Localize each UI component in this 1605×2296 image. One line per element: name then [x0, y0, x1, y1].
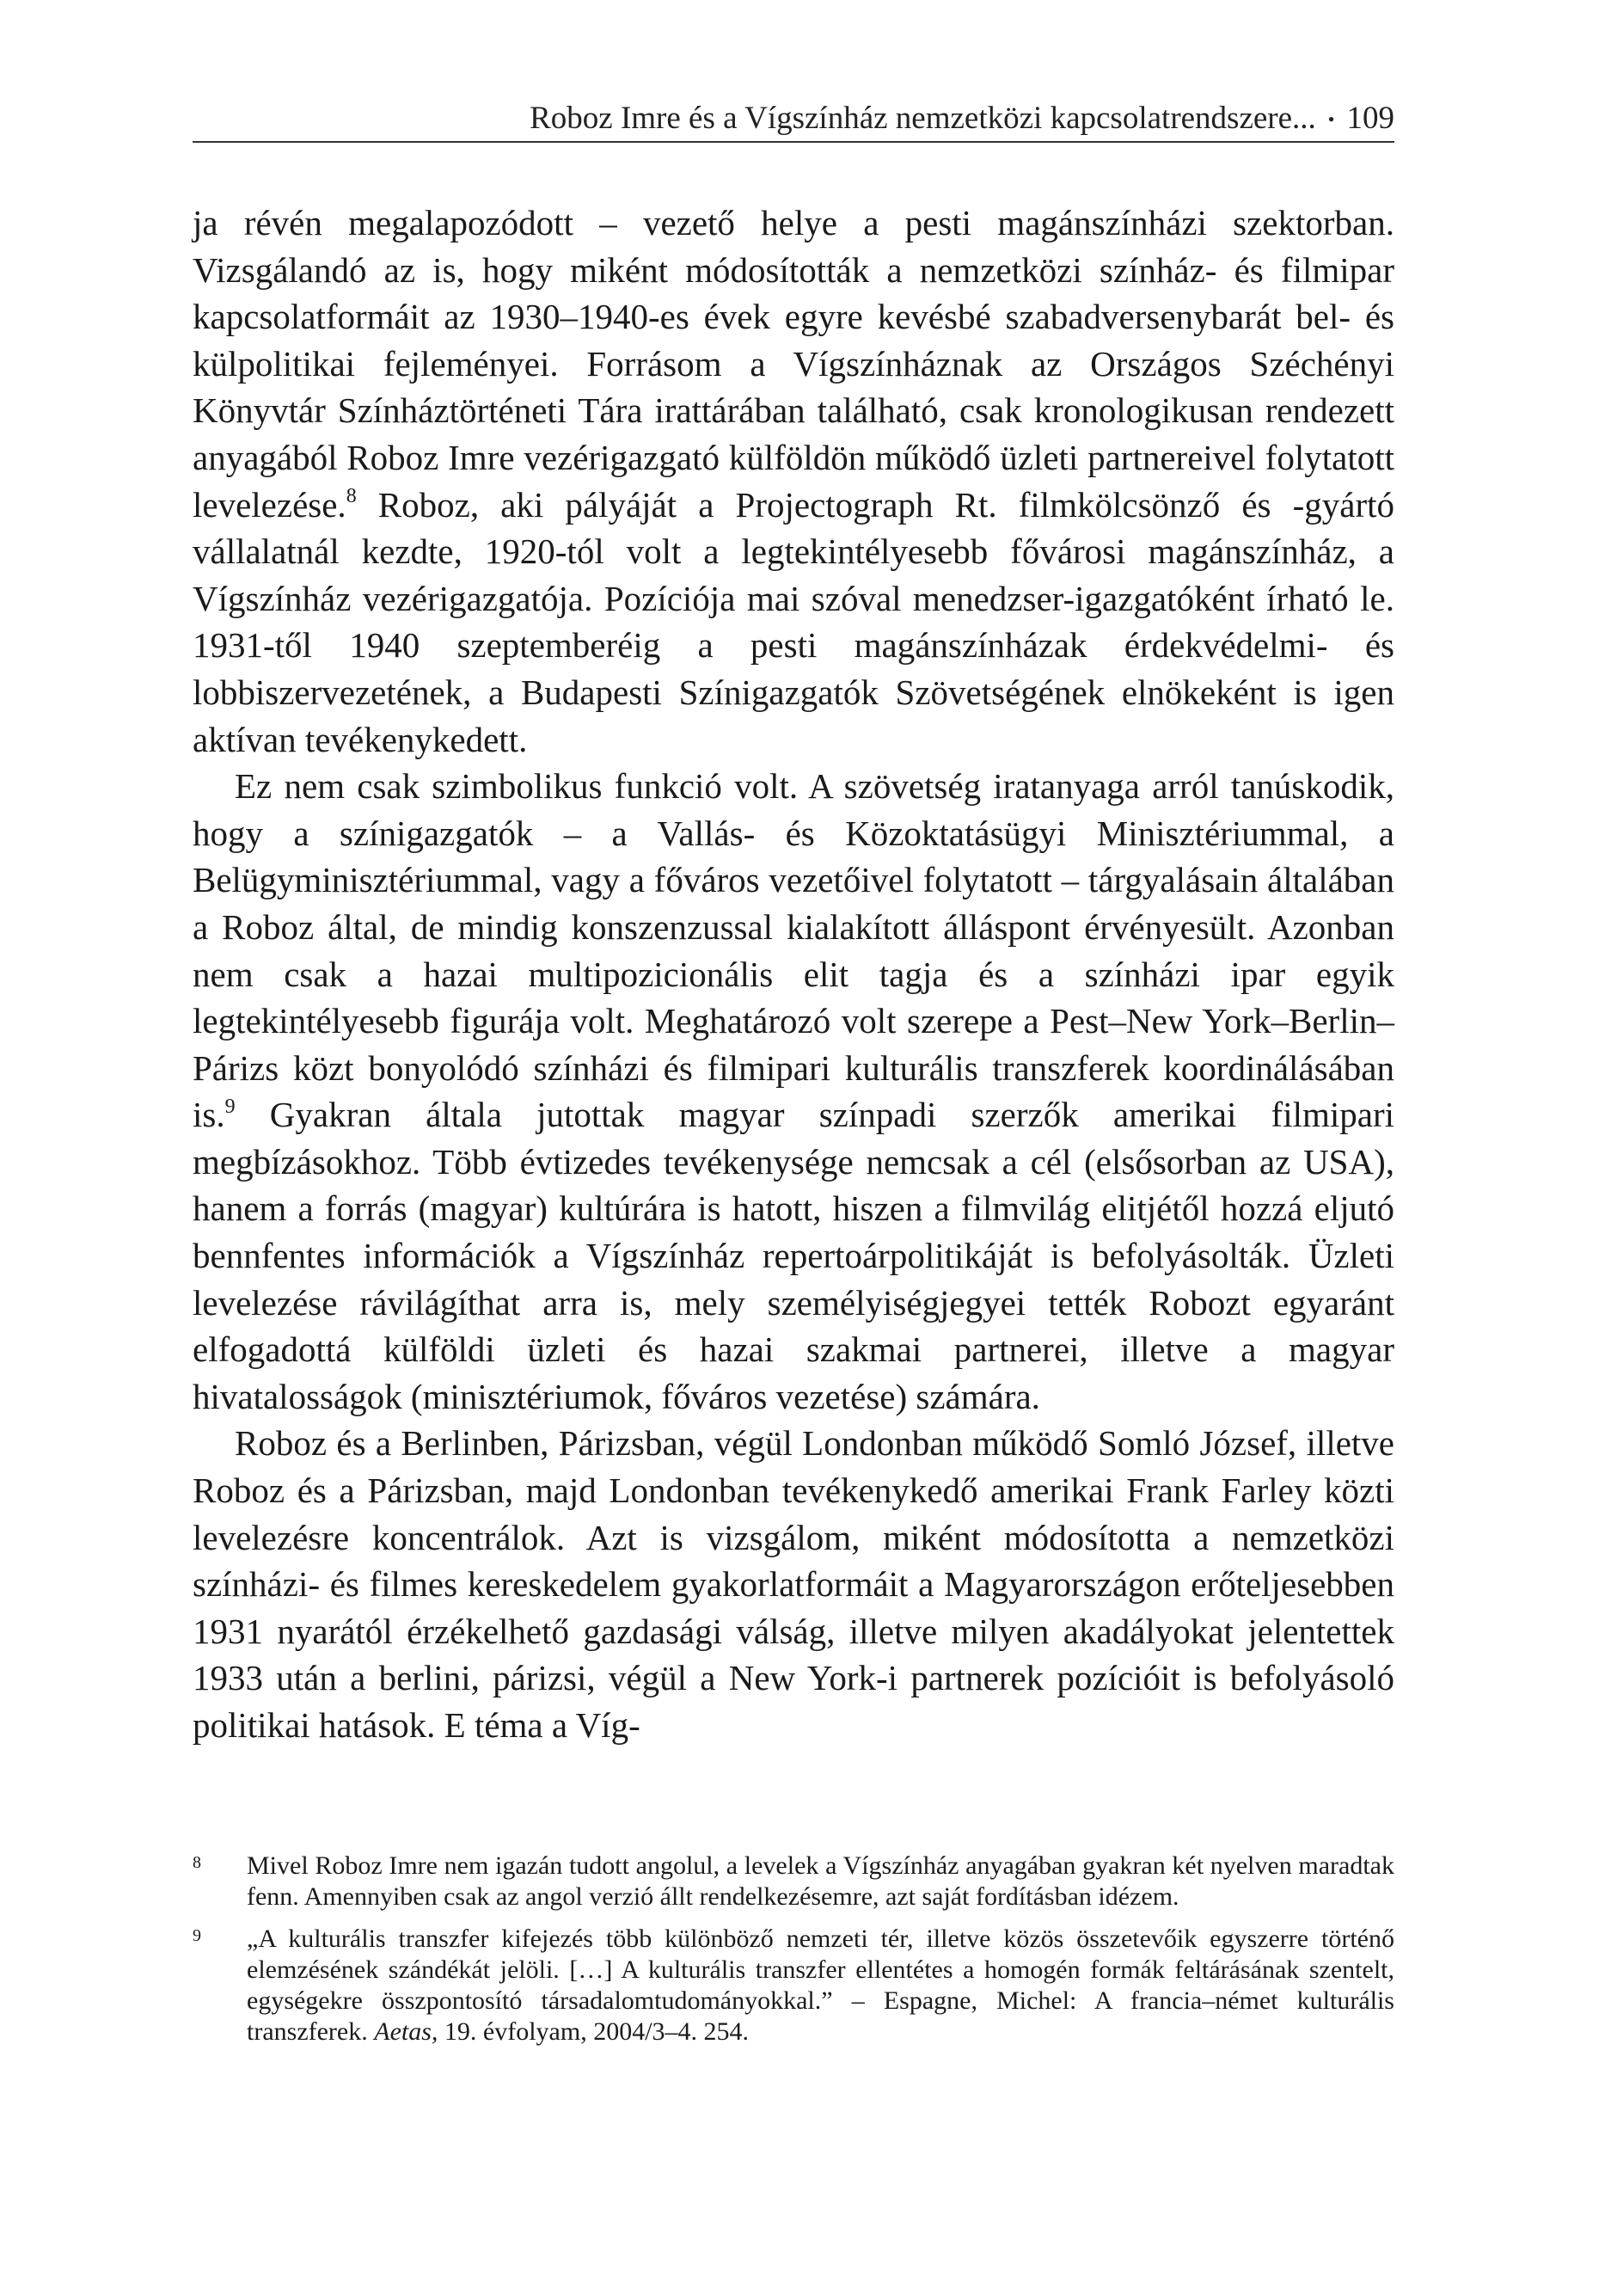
footnote-number: 9 — [193, 1926, 201, 1945]
footnote-text: Mivel Roboz Imre nem igazán tudott angolul, a levelek a Vígszínház anyagában gyakran két nyelven maradtak fenn. Amennyiben csak az angol verzió állt rendelkezésemre, azt saját fordításban idézem. — [247, 1851, 1394, 1911]
footnote-ref-9[interactable]: 9 — [224, 1095, 236, 1118]
paragraph-2-text-a: Ez nem csak szimbolikus funkció volt. A szövetség iratanyaga arról tanúskodik, hogy a színigazgatók – a Vallás- és Közoktatásügyi Minisztériummal, a Belügyminisztériummal, vagy a főváros vezetőivel folytatott – tárgyalásain általában a Roboz által, de mindig konszenzussal kialakított álláspont érvényesült. Azonban nem csak a hazai multipozicionális elit tagja és a színházi ipar egyik legtekintélyesebb figurája volt. Meghatározó volt szerepe a Pest–New York–Berlin–Párizs közt bonyolódó színházi és filmipari kulturális transzferek koordinálásában is. — [193, 766, 1394, 1135]
paragraph-3: Roboz és a Berlinben, Párizsban, végül Londonban működő Somló József, illetve Roboz és a Párizsban, majd Londonban tevékenykedő amerikai Frank Farley közti levelezésre koncentrálok. Azt is vizsgálom, miként módosította a nemzetközi színházi- és filmes kereskedelem gyakorlatformáit a Magyarországon erőteljesebben 1931 nyarától érzékelhető gazdasági válság, illetve milyen akadályokat jelentettek 1933 után a berlini, párizsi, végül a New York-i partnerek pozícióit is befolyásoló politikai hatások. E téma a Víg- — [193, 1423, 1394, 1745]
page-number: 109 — [1346, 101, 1394, 136]
paragraph-1-text-b: Roboz, aki pályáját a Projectograph Rt. filmkölcsönző és -gyártó vállalatnál kezdte, 1920-tól volt a legtekintélyesebb fővárosi magánszínház, a Vígszínház vezérigazgatója. Pozíciója mai szóval menedzser-igazgatóként írható le. 1931-től 1940 szeptemberéig a pesti magánszínházak érdekvédelmi- és lobbiszervezetének, a Budapesti Színigazgatók Szövetségének elnökeként is igen aktívan tevékenykedett. — [193, 484, 1394, 759]
paragraph-1 — [193, 200, 1394, 763]
running-title: Roboz Imre és a Vígszínház nemzetközi kapcsolatrendszere... — [530, 101, 1316, 136]
footnote-9 — [193, 1924, 1394, 2047]
footnote-ref-8[interactable]: 8 — [346, 484, 357, 507]
footnote-number: 8 — [193, 1853, 201, 1872]
footnote-text-a: „A kulturális transzfer kifejezés több különböző nemzeti tér, illetve közös összetevőik egyszerre történő elemzésének szándékát jelöli. […] A kulturális transzfer ellentétes a homogén formák feltárásának szentelt, egységekre összpontosító társadalomtudományokkal.” – Espagne, Michel: A francia–német kulturális transzferek. — [247, 1925, 1394, 2046]
main-text — [193, 200, 1394, 1749]
paragraph-2-text-b: Gyakran általa jutottak magyar színpadi szerzők amerikai filmipari megbízásokhoz. Több évtizedes tevékenysége nemcsak a cél (elsősorban az USA), hanem a forrás (magyar) kultúrára is hatott, hiszen a filmvilág elitjétől hozzá eljutó bennfentes információk a Vígszínház repertoárpolitikáját is befolyásolták. Üzleti levelezése rávilágíthat arra is, mely személyiségjegyei tették Robozt egyaránt elfogadottá külföldi üzleti és hazai szakmai partnerei, illetve a magyar hivatalosságok (minisztériumok, főváros vezetése) számára. — [193, 1095, 1394, 1416]
header-separator: • — [1327, 108, 1335, 130]
footnote-text-b: 19. évfolyam, 2004/3–4. 254. — [438, 2017, 750, 2046]
footnote-8 — [193, 1851, 1394, 1912]
footnotes — [193, 1851, 1394, 2059]
footnote-journal: Aetas, — [374, 2017, 438, 2046]
running-header — [193, 89, 1394, 143]
paragraph-1-text-a: ja révén megalapozódott – vezető helye a pesti magánszínházi szektorban. Vizsgálandó az is, hogy miként módosították a nemzetközi színház- és filmipar kapcsolatformáit az 1930–1940-es évek egyre kevésbé szabadversenybarát bel- és külpolitikai fejleményei. Forrásom a Vígszínháznak az Országos Széchényi Könyvtár Színháztörténeti Tára irattárában található, csak kronologikusan rendezett anyagából Roboz Imre vezérigazgató külföldön működő üzleti partnereivel folytatott levelezése. — [193, 203, 1394, 525]
paragraph-2 — [193, 763, 1394, 1420]
